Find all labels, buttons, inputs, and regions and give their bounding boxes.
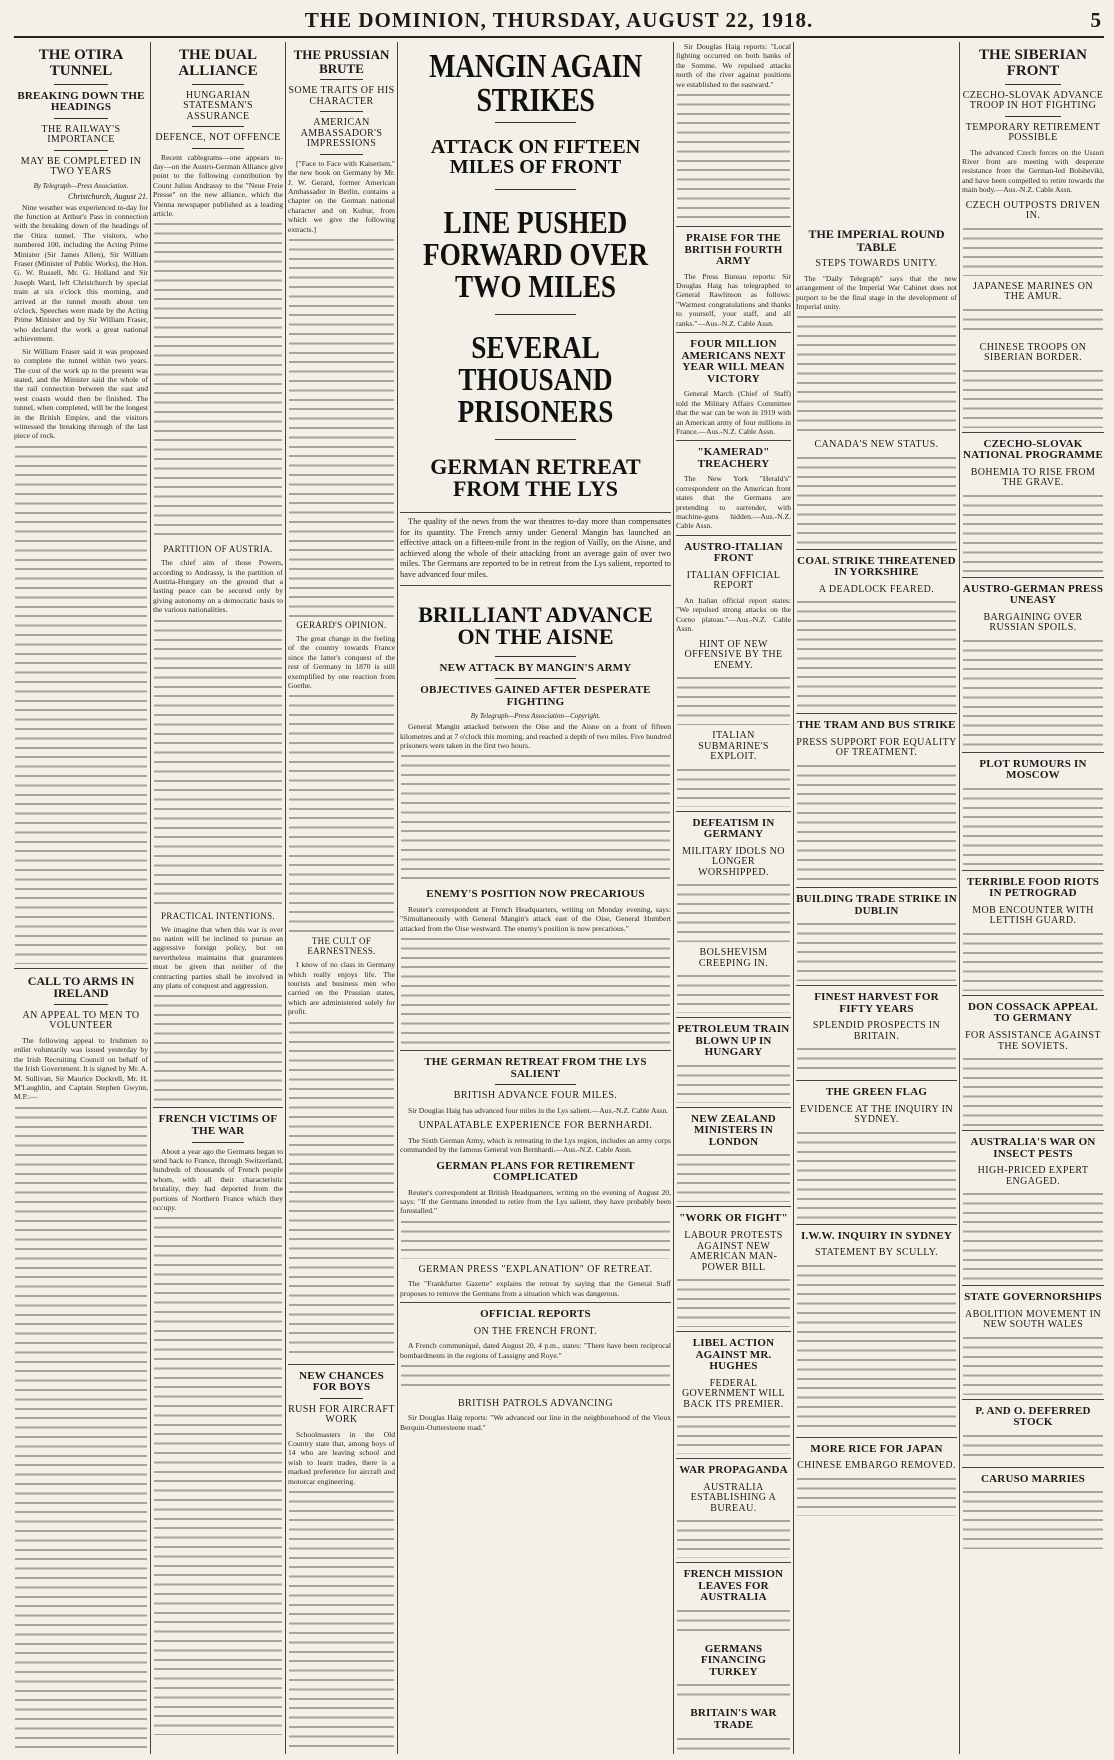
article-text-continued bbox=[289, 1020, 394, 1360]
article-paragraph: An Italian official report states: "We repulsed strong attacks on the Corno plateau."—Aus.-N.Z. Cable Assn. bbox=[676, 595, 791, 634]
headline: AUSTRALIA'S WAR ON INSECT PESTS bbox=[970, 1136, 1096, 1160]
section-subhead: GERARD'S OPINION. bbox=[296, 620, 387, 631]
subheadline: BOLSHEVISM CREEPING IN. bbox=[698, 947, 769, 969]
headline: STATE GOVERNORSHIPS bbox=[964, 1291, 1102, 1304]
article-paragraph: I know of no class in Germany which really enjoys life. The tourists and business men who carried on the Prussian states, which are administered solely for profit. bbox=[288, 960, 395, 1017]
article-text bbox=[677, 1152, 790, 1202]
article-paragraph: The Sixth German Army, which is retreating in the Lys region, includes an army corps commanded by the famous General von Bernhardi.—Aus.-N.Z. Cable Assn. bbox=[400, 1135, 671, 1155]
article-text-continued bbox=[401, 936, 670, 1046]
subheadline: THE RAILWAY'S IMPORTANCE bbox=[41, 123, 121, 146]
headline: NEW ZEALAND MINISTERS IN LONDON bbox=[691, 1112, 776, 1148]
article-paragraph: Sir Douglas Haig reports: "Local fighting occurred on both banks of the Somme. We repulsed attacks north of the river against positions we established to the eastward." bbox=[676, 42, 791, 89]
article-text bbox=[797, 455, 956, 545]
article-text bbox=[677, 882, 790, 942]
column-rule bbox=[397, 42, 398, 1754]
headline: FINEST HARVEST FOR FIFTY YEARS bbox=[814, 991, 939, 1015]
subheadline: OFFICIAL REPORTS bbox=[480, 1308, 591, 1321]
subheadline: TEMPORARY RETIREMENT POSSIBLE bbox=[965, 121, 1101, 143]
article-text bbox=[797, 1476, 956, 1516]
subheadline: AMERICAN AMBASSADOR'S IMPRESSIONS bbox=[300, 117, 383, 150]
headline: I.W.W. INQUIRY IN SYDNEY bbox=[800, 1229, 953, 1242]
headline: PRAISE FOR THE BRITISH FOURTH ARMY bbox=[684, 232, 783, 268]
article-text-continued bbox=[154, 993, 282, 1103]
headline: LIBEL ACTION AGAINST MR. HUGHES bbox=[692, 1337, 775, 1373]
article-text-continued bbox=[677, 92, 790, 222]
subheadline: LABOUR PROTESTS AGAINST NEW AMERICAN MAN-POWER BILL bbox=[684, 1230, 783, 1273]
headline: DON COSSACK APPEAL TO GERMANY bbox=[967, 1000, 1099, 1025]
headline: P. AND O. DEFERRED STOCK bbox=[975, 1404, 1091, 1429]
article-text-continued bbox=[15, 1105, 147, 1754]
article-text bbox=[963, 786, 1103, 866]
headline: GERMANS FINANCING TURKEY bbox=[700, 1642, 767, 1678]
masthead bbox=[14, 8, 1104, 38]
article-paragraph: The "Frankfurter Gazette" explains the retreat by saying that the General Staff proposes to remove the Germans from a situation which was dangerous. bbox=[400, 1279, 671, 1298]
subheadline: SPLENDID PROSPECTS IN BRITAIN. bbox=[812, 1020, 941, 1042]
article-paragraph: Schoolmasters in the Old Country state that, among boys of 14 who are leaving school and wish to learn trades, there is a marked preference for aircraft and motorcar engineering. bbox=[288, 1429, 395, 1486]
subheadline: HINT OF NEW OFFENSIVE BY THE ENEMY. bbox=[684, 638, 783, 671]
main-deck: LINE PUSHED FORWARD OVER TWO MILES bbox=[423, 204, 648, 304]
subheadline: ITALIAN SUBMARINE'S EXPLOIT. bbox=[698, 730, 769, 763]
article-text-continued bbox=[15, 444, 147, 964]
column-prussian-brute bbox=[288, 42, 395, 1754]
article-text bbox=[963, 1056, 1103, 1126]
credit-line: By Telegraph—Press Association—Copyright. bbox=[470, 712, 601, 721]
main-deck: GERMAN RETREAT FROM THE LYS bbox=[430, 454, 641, 501]
headline: TERRIBLE FOOD RIOTS IN PETROGRAD bbox=[966, 875, 1100, 900]
subheadline: OBJECTIVES GAINED AFTER DESPERATE FIGHTING bbox=[420, 684, 651, 708]
article-text-continued bbox=[154, 221, 282, 541]
column-rule bbox=[673, 42, 674, 1754]
headline: AUSTRO-ITALIAN FRONT bbox=[684, 540, 783, 565]
column-rule bbox=[959, 42, 960, 1754]
subheadline: JAPANESE MARINES ON THE AMUR. bbox=[972, 280, 1094, 303]
headline: MORE RICE FOR JAPAN bbox=[810, 1442, 943, 1455]
page-number: 5 bbox=[1090, 8, 1102, 32]
subheadline: BRITISH PATROLS ADVANCING bbox=[457, 1397, 614, 1409]
headline: THE DUAL ALLIANCE bbox=[178, 47, 258, 79]
headline: CARUSO MARRIES bbox=[981, 1472, 1085, 1485]
subheadline: DEFENCE, NOT OFFENCE bbox=[155, 132, 281, 143]
subheadline: NEW ATTACK BY MANGIN'S ARMY bbox=[439, 661, 632, 674]
article-text bbox=[677, 1608, 790, 1638]
subheadline: AN APPEAL TO MEN TO VOLUNTEER bbox=[22, 1009, 140, 1032]
headline: NEW CHANCES FOR BOYS bbox=[299, 1369, 384, 1394]
subheadline: CANADA'S NEW STATUS. bbox=[814, 439, 939, 451]
column-siberian-front bbox=[962, 42, 1104, 1754]
article-paragraph: We imagine that when this war is over no nation will be inclined to pursue an aggressive foreign policy, but on nevertheless maintains that guarantees must be given that neither of the contracting parties shall be involved in any plans of conquest and aggression. bbox=[153, 924, 283, 990]
subheadline: HIGH-PRICED EXPERT ENGAGED. bbox=[977, 1165, 1089, 1187]
article-paragraph: The following appeal to Irishmen to enlist voluntarily was issued yesterday by the Irish Recruiting Council on behalf of the Irish Government. It is signed by Mr. A. M. Sullivan, Sir Maurice Dockrell, Mr. H. M'Laughlin, and Captain Stephen Gwynn, M.P.:— bbox=[14, 1035, 148, 1102]
publication-line: THE DOMINION, THURSDAY, AUGUST 22, 1918. bbox=[304, 8, 814, 32]
subheadline: MILITARY IDOLS NO LONGER WORSHIPPED. bbox=[682, 845, 785, 878]
article-paragraph: The Press Bureau reports: Sir Douglas Haig has telegraphed to General Rawlinson as follows: "Warmest congratulations and thanks to yourself, your staff, and all ranks."—Aus.-N.Z. Cable Assn. bbox=[676, 271, 791, 328]
subheadline: RUSH FOR AIRCRAFT WORK bbox=[288, 1403, 395, 1426]
main-headline: MANGIN AGAIN STRIKES bbox=[429, 48, 642, 119]
article-text bbox=[963, 368, 1103, 428]
article-text bbox=[797, 921, 956, 981]
headline: FOUR MILLION AMERICANS NEXT YEAR WILL MEAN VICTORY bbox=[681, 338, 786, 385]
subheadline: MOB ENCOUNTER WITH LETTISH GUARD. bbox=[972, 904, 1094, 927]
section-subhead: PARTITION OF AUSTRIA. bbox=[163, 544, 273, 555]
subheadline: GERMAN PLANS FOR RETIREMENT COMPLICATED bbox=[436, 1159, 635, 1184]
headline: BRITAIN'S WAR TRADE bbox=[690, 1707, 777, 1732]
article-text bbox=[963, 493, 1103, 573]
article-paragraph: The chief aim of those Powers, according to Andrassy, is the partition of Austria-Hungary on the ground that a lasting peace can be secured only by giving autonomy on a democratic basis to the various nationalities. bbox=[153, 558, 283, 615]
subheadline: STEPS TOWARDS UNITY. bbox=[815, 258, 938, 270]
article-paragraph: The "Daily Telegraph" says that the new arrangement of the Imperial War Cabinet does not purport to be the final stage in the development of Imperial unity. bbox=[796, 273, 957, 311]
headline: BUILDING TRADE STRIKE IN DUBLIN bbox=[796, 892, 957, 917]
article-text bbox=[677, 1414, 790, 1454]
article-text-continued bbox=[797, 314, 956, 434]
main-deck: SEVERAL THOUSAND PRISONERS bbox=[457, 329, 614, 429]
subheadline: CHINESE TROOPS ON SIBERIAN BORDER. bbox=[979, 341, 1087, 364]
article-text bbox=[677, 675, 790, 725]
subheadline: CZECH OUTPOSTS DRIVEN IN. bbox=[965, 199, 1101, 222]
headline: CALL TO ARMS IN IRELAND bbox=[27, 973, 135, 1001]
article-text-continued bbox=[154, 618, 282, 908]
article-text bbox=[797, 1046, 956, 1076]
column-dual-alliance bbox=[153, 42, 283, 1754]
subheadline: BOHEMIA TO RISE FROM THE GRAVE. bbox=[970, 466, 1096, 489]
article-paragraph: General Mangin attacked between the Oise and the Aisne on a front of fifteen kilometres and at 7 o'clock this morning, and reached a depth of two miles. Five hundred prisoners were taken in the first two hours. bbox=[400, 722, 671, 751]
main-deck: ATTACK ON FIFTEEN MILES OF FRONT bbox=[430, 136, 641, 178]
headline: COAL STRIKE THREATENED IN YORKSHIRE bbox=[797, 554, 956, 579]
subheadline: PRESS SUPPORT FOR EQUALITY OF TREATMENT. bbox=[796, 736, 957, 759]
subheadline: BRITISH ADVANCE FOUR MILES. bbox=[453, 1090, 618, 1102]
article-text bbox=[797, 1130, 956, 1220]
section-subhead: THE CULT OF EARNESTNESS. bbox=[307, 936, 376, 957]
newspaper-page bbox=[14, 0, 1104, 1760]
subheadline: ITALIAN OFFICIAL REPORT bbox=[686, 569, 781, 592]
subheadline: BREAKING DOWN THE HEADINGS bbox=[17, 89, 145, 114]
article-text bbox=[677, 767, 790, 807]
article-text bbox=[677, 1277, 790, 1327]
subheadline: FOR ASSISTANCE AGAINST THE SOVIETS. bbox=[965, 1030, 1101, 1052]
article-text bbox=[677, 1063, 790, 1103]
article-paragraph: Sir Douglas Haig has advanced four miles in the Lys salient.—Aus.-N.Z. Cable Assn. bbox=[408, 1105, 669, 1115]
headline: THE OTIRA TUNNEL bbox=[38, 47, 124, 79]
article-text-continued bbox=[289, 693, 394, 933]
subheadline: A DEADLOCK FEARED. bbox=[818, 583, 935, 595]
article-paragraph: Recent cablegrams—one appears to-day—on the Austro-German Alliance give point to the following contribution by Count Julius Andrassy to the "Neue Freie Presse" on the new alliance, which the Vienna newspaper published as a leading article. bbox=[153, 152, 283, 218]
subheadline: CHINESE EMBARGO REMOVED. bbox=[797, 1460, 956, 1472]
subheadline: ON THE FRENCH FRONT. bbox=[473, 1325, 598, 1337]
article-paragraph: Reuter's correspondent at British Headquarters, writing on the evening of August 20, says: "If the Germans intended to retire from the Lys salient, they have probably been forestalled." bbox=[400, 1187, 671, 1216]
subheadline: STATEMENT BY SCULLY. bbox=[815, 1247, 938, 1259]
article-text-continued bbox=[154, 1215, 282, 1735]
article-text bbox=[963, 226, 1103, 276]
article-text bbox=[963, 638, 1103, 748]
article-paragraph: About a year ago the Germans began to send back to France, through Switzerland, hundreds of thousands of French people whom, with all their characteristic brutality, they had deported from the portions of Northern France which they occupy. bbox=[153, 1146, 283, 1212]
article-text-continued bbox=[401, 1219, 670, 1259]
article-paragraph: Reuter's correspondent at French Headquarters, writing on Monday evening, says: "Simultaneously with General Mangin's attack east of the Oise, General Humbert attacked from the Oise westward. The enemy's position is now precarious." bbox=[400, 904, 671, 933]
subheadline: EVIDENCE AT THE INQUIRY IN SYDNEY. bbox=[800, 1103, 953, 1126]
article-paragraph: General March (Chief of Staff) told the Military Affairs Committee that the war can be won in 1919 with an American army of four millions in France.—Aus.-N.Z. Cable Assn. bbox=[676, 389, 791, 436]
subheadline: AUSTRALIA ESTABLISHING A BUREAU. bbox=[690, 1481, 777, 1514]
article-text bbox=[677, 1518, 790, 1558]
article-text bbox=[797, 1263, 956, 1433]
article-text bbox=[963, 307, 1103, 337]
column-otira-tunnel bbox=[14, 42, 148, 1754]
article-paragraph: Nine weather was experienced to-day for the function at Arthur's Pass in connection with the breaking down of the headings of the Otira tunnel. The visitors, who numbered 100, including the Acting Prime Minister (Sir James Allen), Sir William Fraser (Minister of Public Works), the Hon. G. W. Russell, Mr. G. Holland and Sir Joseph Ward, left Christchurch by special train at six o'clock this morning, and arrived at the tunnel mouth about ten o'clock. Speeches were made by the Acting Prime Minister and by Sir William Fraser, who declared the work a great national achievement. bbox=[14, 202, 148, 344]
headline: CZECHO-SLOVAK NATIONAL PROGRAMME bbox=[963, 437, 1103, 462]
article-paragraph: The great change in the feeling of the country towards France since the latter's conquest of the rest of Germany in 1870 is still exemplified by one reaction from Goethe. bbox=[288, 633, 395, 690]
headline: "KAMERAD" TREACHERY bbox=[697, 446, 770, 470]
article-paragraph: The advanced Czech forces on the Ussuri River front are meeting with desperate resistance from the German-led Bolsheviki, and have been compelled to retire towards the main body.—Aus.-N.Z. Cable Assn. bbox=[962, 147, 1104, 195]
dateline: Christchurch, August 21. bbox=[67, 191, 148, 201]
headline: PETROLEUM TRAIN BLOWN UP IN HUNGARY bbox=[677, 1023, 790, 1059]
column-war-news bbox=[400, 42, 671, 1754]
article-text bbox=[677, 1736, 790, 1754]
credit-line: By Telegraph—Press Association. bbox=[33, 181, 129, 190]
article-text bbox=[677, 1682, 790, 1702]
subheadline: CZECHO-SLOVAK ADVANCE TROOP IN HOT FIGHTING bbox=[962, 89, 1104, 111]
headline: FRENCH VICTIMS OF THE WAR bbox=[158, 1113, 278, 1137]
headline: PLOT RUMOURS IN MOSCOW bbox=[979, 757, 1087, 782]
subheadline: GERMAN PRESS "EXPLANATION" OF RETREAT. bbox=[418, 1263, 653, 1275]
headline: "WORK OR FIGHT" bbox=[679, 1212, 788, 1225]
headline: THE IMPERIAL ROUND TABLE bbox=[808, 227, 945, 254]
article-text bbox=[797, 763, 956, 883]
article-text-continued bbox=[401, 1363, 670, 1393]
article-text-continued bbox=[289, 237, 394, 617]
headline: FRENCH MISSION LEAVES FOR AUSTRALIA bbox=[683, 1568, 784, 1604]
article-text bbox=[963, 1489, 1103, 1549]
article-text-continued bbox=[289, 1489, 394, 1754]
subheadline: HUNGARIAN STATESMAN'S ASSURANCE bbox=[183, 89, 253, 122]
article-text bbox=[797, 599, 956, 709]
section-subhead: PRACTICAL INTENTIONS. bbox=[161, 910, 275, 921]
article-text bbox=[963, 931, 1103, 991]
subheadline: UNPALATABLE EXPERIENCE FOR BERNHARDI. bbox=[418, 1120, 653, 1132]
subheadline: SOME TRAITS OF HIS CHARACTER bbox=[288, 85, 395, 107]
subheadline: THE GERMAN RETREAT FROM THE LYS SALIENT bbox=[424, 1056, 647, 1080]
subheadline: ABOLITION MOVEMENT IN NEW SOUTH WALES bbox=[965, 1308, 1101, 1331]
column-rule bbox=[793, 42, 794, 1754]
column-western-front bbox=[676, 42, 791, 1754]
headline: THE GREEN FLAG bbox=[825, 1086, 928, 1099]
subheadline: MAY BE COMPLETED IN TWO YEARS bbox=[20, 155, 142, 178]
headline: THE TRAM AND BUS STRIKE bbox=[797, 719, 956, 732]
column-rule bbox=[150, 42, 151, 1754]
article-text bbox=[963, 1433, 1103, 1463]
headline: AUSTRO-GERMAN PRESS UNEASY bbox=[962, 582, 1104, 607]
subheadline: ENEMY'S POSITION NOW PRECARIOUS bbox=[426, 888, 645, 901]
article-text-continued bbox=[401, 753, 670, 883]
article-paragraph: Sir William Fraser said it was proposed to complete the tunnel within two years. The cost of the work up to the present was stated, and the Minister said the whole of the rail connection between the east and west coasts would then be finished. The tunnel, when completed, will be the longest in the British Empire, and the visitors witnessed the breaking through of the last piece of rock. bbox=[14, 346, 148, 441]
article-text bbox=[677, 973, 790, 1013]
subheadline: BARGAINING OVER RUSSIAN SPOILS. bbox=[983, 611, 1083, 634]
subheadline: FEDERAL GOVERNMENT WILL BACK ITS PREMIER. bbox=[681, 1377, 786, 1410]
section-headline: BRILLIANT ADVANCE ON THE AISNE bbox=[418, 601, 653, 649]
headline: WAR PROPAGANDA bbox=[679, 1464, 788, 1477]
headline: THE SIBERIAN FRONT bbox=[979, 47, 1087, 79]
article-paragraph: A French communiqué, dated August 20, 4 p.m., states: "There have been reciprocal bombardments in the regions of Lassigny and Roye." bbox=[400, 1341, 671, 1360]
article-text bbox=[963, 1191, 1103, 1281]
column-rule bbox=[285, 42, 286, 1754]
column-imperial-news bbox=[796, 42, 957, 1754]
summary-paragraph: The quality of the news from the war theatres to-day more than compensates for its quantity. The French army under General Mangin has launched an effective attack on a fifteen-mile front in the region of Vailly, on the Aisne, and achieved along the whole of their attacking front an average gain of over two miles. The Germans are reported to be in retreat from the Lys salient, reported to have advanced four miles. bbox=[400, 517, 671, 579]
article-paragraph: The New York "Herald's" correspondent on the American front states that the Germans are pretending to surrender, with machine-guns hidden.—Aus.-N.Z. Cable Assn. bbox=[676, 474, 791, 531]
headline: THE PRUSSIAN BRUTE bbox=[293, 47, 390, 76]
article-paragraph: ["Face to Face with Kaiserism," the new book on Germany by Mr. J. W. Gerard, former American Ambassador in Berlin, contains a chapter on the German national character and on Kultur, from which we give the following extracts.] bbox=[288, 158, 395, 234]
article-text bbox=[963, 1335, 1103, 1395]
headline: DEFEATISM IN GERMANY bbox=[692, 816, 775, 841]
article-paragraph: Sir Douglas Haig reports: "We advanced our line in the neighbourhood of the Vieux Berquin-Outtersteene road." bbox=[400, 1413, 671, 1432]
